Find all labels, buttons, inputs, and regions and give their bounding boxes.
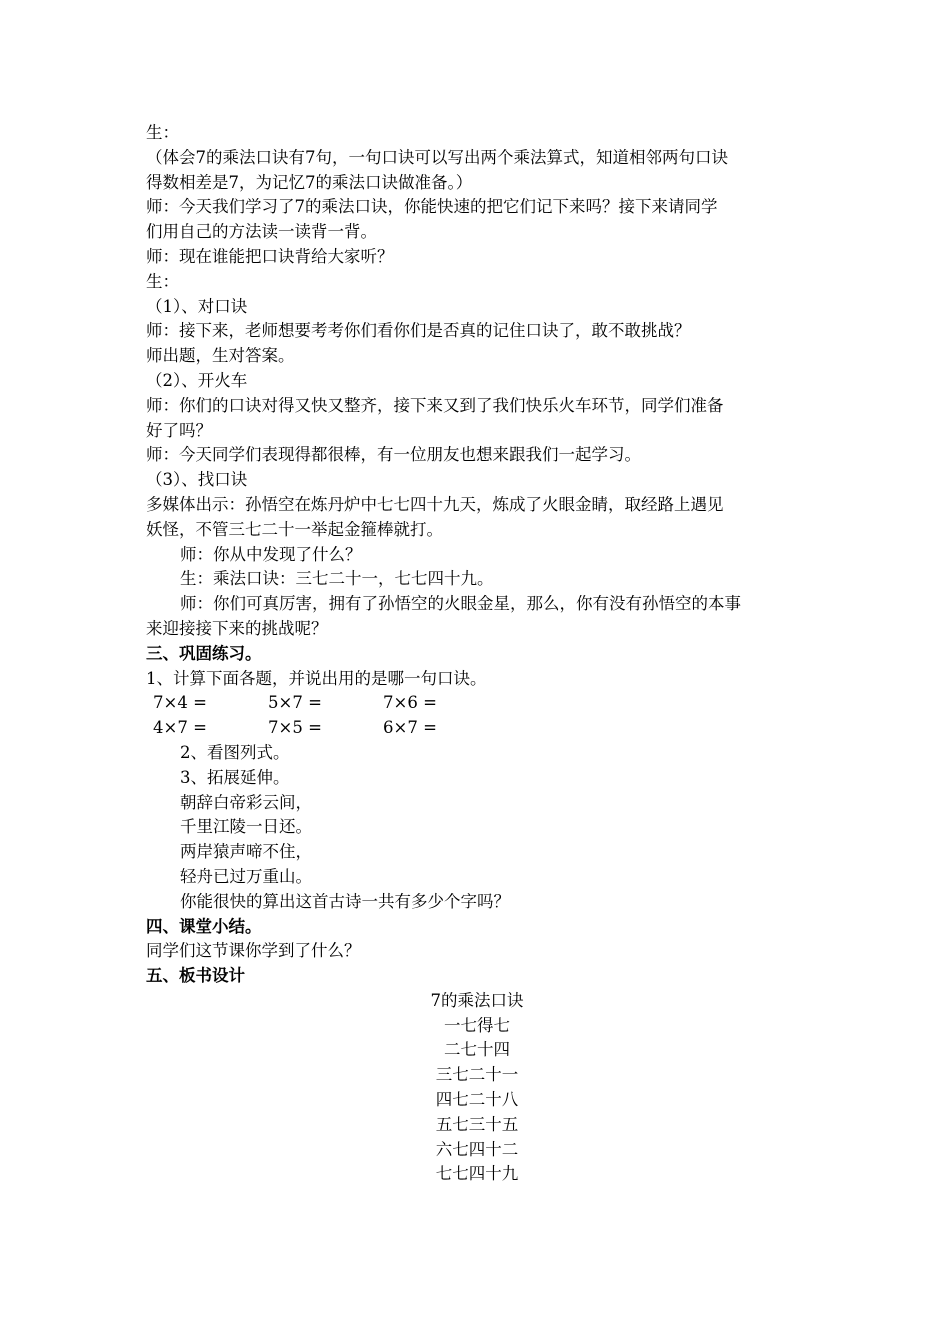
text-line: （体会7的乘法口诀有7句，一句口诀可以写出两个乘法算式，知道相邻两句口诀 — [146, 147, 728, 167]
subheading: （3）、找口诀 — [146, 470, 248, 490]
calc-row — [146, 716, 816, 741]
section-heading: 五、板书设计 — [146, 966, 245, 986]
board-design — [146, 989, 816, 1187]
section-heading: 三、巩固练习。 — [146, 643, 262, 663]
text-line: 2、看图列式。 — [180, 742, 290, 762]
calc-item: 5×7 = — [268, 693, 322, 713]
board-line: 三七二十一 — [435, 1065, 519, 1085]
document-body — [146, 121, 816, 1187]
calc-item: 7×6 = — [383, 693, 437, 713]
text-line: 得数相差是7，为记忆7的乘法口诀做准备。） — [146, 172, 473, 192]
text-line: 师：今天同学们表现得都很棒，有一位朋友也想来跟我们一起学习。 — [146, 445, 641, 465]
poem-line: 两岸猿声啼不住， — [180, 842, 312, 862]
text-line: 生：乘法口诀：三七二十一，七七四十九。 — [180, 569, 494, 589]
board-line: 二七十四 — [444, 1040, 510, 1060]
text-line: 们用自己的方法读一读背一背。 — [146, 222, 377, 242]
text-line: 师：现在谁能把口诀背给大家听？ — [146, 246, 394, 266]
calc-item: 4×7 = — [153, 718, 207, 738]
board-line: 一七得七 — [444, 1015, 510, 1035]
text-line: 妖怪，不管三七二十一举起金箍棒就打。 — [146, 519, 443, 539]
text-line: 师：你们可真厉害，拥有了孙悟空的火眼金星，那么，你有没有孙悟空的本事 — [180, 594, 741, 614]
poem-line: 千里江陵一日还。 — [180, 817, 312, 837]
text-line: 好了吗？ — [146, 420, 212, 440]
subheading: （1）、对口诀 — [146, 296, 248, 316]
text-line: 你能很快的算出这首古诗一共有多少个字吗？ — [180, 891, 510, 911]
text-line: 师：你从中发现了什么？ — [180, 544, 362, 564]
subheading: （2）、开火车 — [146, 370, 248, 390]
calc-row — [146, 691, 816, 716]
text-line: 同学们这节课你学到了什么？ — [146, 941, 361, 961]
board-line: 七七四十九 — [435, 1164, 519, 1184]
text-line: 3、拓展延伸。 — [180, 767, 290, 787]
text-line: 师：接下来，老师想要考考你们看你们是否真的记住口诀了，敢不敢挑战？ — [146, 321, 691, 341]
text-line: 师：今天我们学习了7的乘法口诀，你能快速的把它们记下来吗？接下来请同学 — [146, 197, 718, 217]
text-line: 师：你们的口诀对得又快又整齐，接下来又到了我们快乐火车环节，同学们准备 — [146, 395, 724, 415]
calc-item: 6×7 = — [383, 718, 437, 738]
poem-line: 朝辞白帝彩云间， — [180, 792, 312, 812]
text-line: 1、计算下面各题，并说出用的是哪一句口诀。 — [146, 668, 487, 688]
board-line: 四七二十八 — [435, 1090, 519, 1110]
text-line: 多媒体出示：孙悟空在炼丹炉中七七四十九天，炼成了火眼金睛，取经路上遇见 — [146, 494, 724, 514]
calc-item: 7×5 = — [268, 718, 322, 738]
section-heading: 四、课堂小结。 — [146, 916, 262, 936]
poem-line: 轻舟已过万重山。 — [180, 866, 312, 886]
board-line: 五七三十五 — [435, 1114, 519, 1134]
calc-item: 7×4 = — [153, 693, 207, 713]
text-line: 生： — [146, 271, 179, 291]
board-title: 7的乘法口诀 — [430, 990, 524, 1010]
text-line: 生： — [146, 123, 179, 142]
board-line: 六七四十二 — [435, 1139, 519, 1159]
text-line: 师出题，生对答案。 — [146, 346, 295, 366]
text-line: 来迎接接下来的挑战呢？ — [146, 618, 328, 638]
